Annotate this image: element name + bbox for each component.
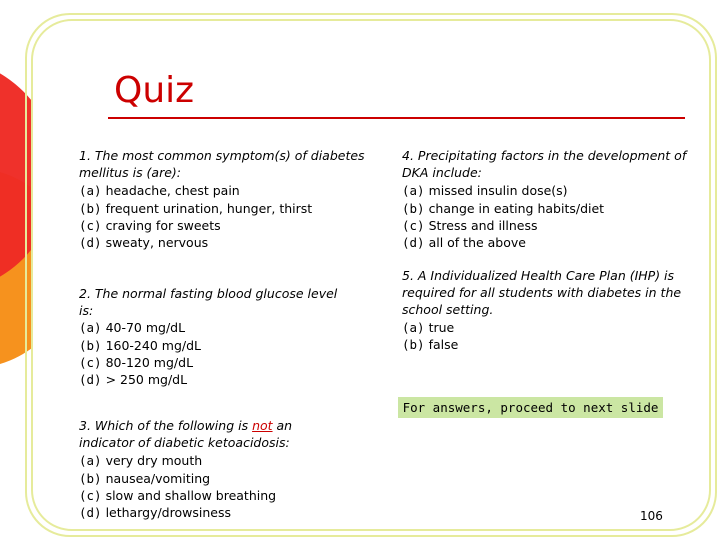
- question-1: [79, 147, 379, 251]
- question-3: [79, 417, 329, 521]
- option-a: (a) 40-70 mg/dL: [79, 320, 186, 336]
- page-title: Quiz: [114, 70, 195, 111]
- option-d: (d) > 250 mg/dL: [79, 372, 188, 388]
- question-2: [79, 285, 339, 388]
- option-a: (a) true: [402, 319, 455, 335]
- option-c: (c) 80-120 mg/dL: [79, 354, 194, 370]
- emphasis-not: not: [252, 418, 273, 433]
- option-b: (b) frequent urination, hunger, thirst: [79, 200, 313, 216]
- option-b: (b) 160-240 mg/dL: [79, 337, 201, 353]
- option-c: (c) slow and shallow breathing: [79, 487, 277, 503]
- question-text: 4. Precipitating factors in the development of DKA include:: [402, 148, 687, 181]
- question-4: [402, 147, 697, 251]
- option-a: (a) very dry mouth: [79, 453, 203, 469]
- answer-note: For answers, proceed to next slide: [398, 397, 663, 418]
- option-a: (a) headache, chest pain: [79, 183, 240, 199]
- question-text: 1. The most common symptom(s) of diabetes mellitus is (are):: [79, 148, 365, 181]
- option-b: (b) nausea/vomiting: [79, 470, 211, 486]
- page-number: 106: [640, 509, 663, 523]
- option-d: (d) lethargy/drowsiness: [79, 505, 231, 521]
- option-a: (a) missed insulin dose(s): [402, 183, 568, 199]
- option-c: (c) Stress and illness: [402, 217, 538, 233]
- question-text: 5. A Individualized Health Care Plan (IHP) is required for all students with diabetes in the school setting.: [402, 268, 682, 318]
- option-b: (b) change in eating habits/diet: [402, 200, 605, 216]
- option-b: (b) false: [402, 336, 459, 352]
- title-underline: [108, 117, 685, 119]
- option-c: (c) craving for sweets: [79, 217, 221, 233]
- question-5: [402, 267, 692, 353]
- question-text: 3. Which of the following is not an indicator of diabetic ketoacidosis:: [79, 418, 293, 451]
- option-d: (d) sweaty, nervous: [79, 235, 209, 251]
- question-text: 2. The normal fasting blood glucose level is:: [79, 286, 338, 319]
- option-d: (d) all of the above: [402, 235, 526, 251]
